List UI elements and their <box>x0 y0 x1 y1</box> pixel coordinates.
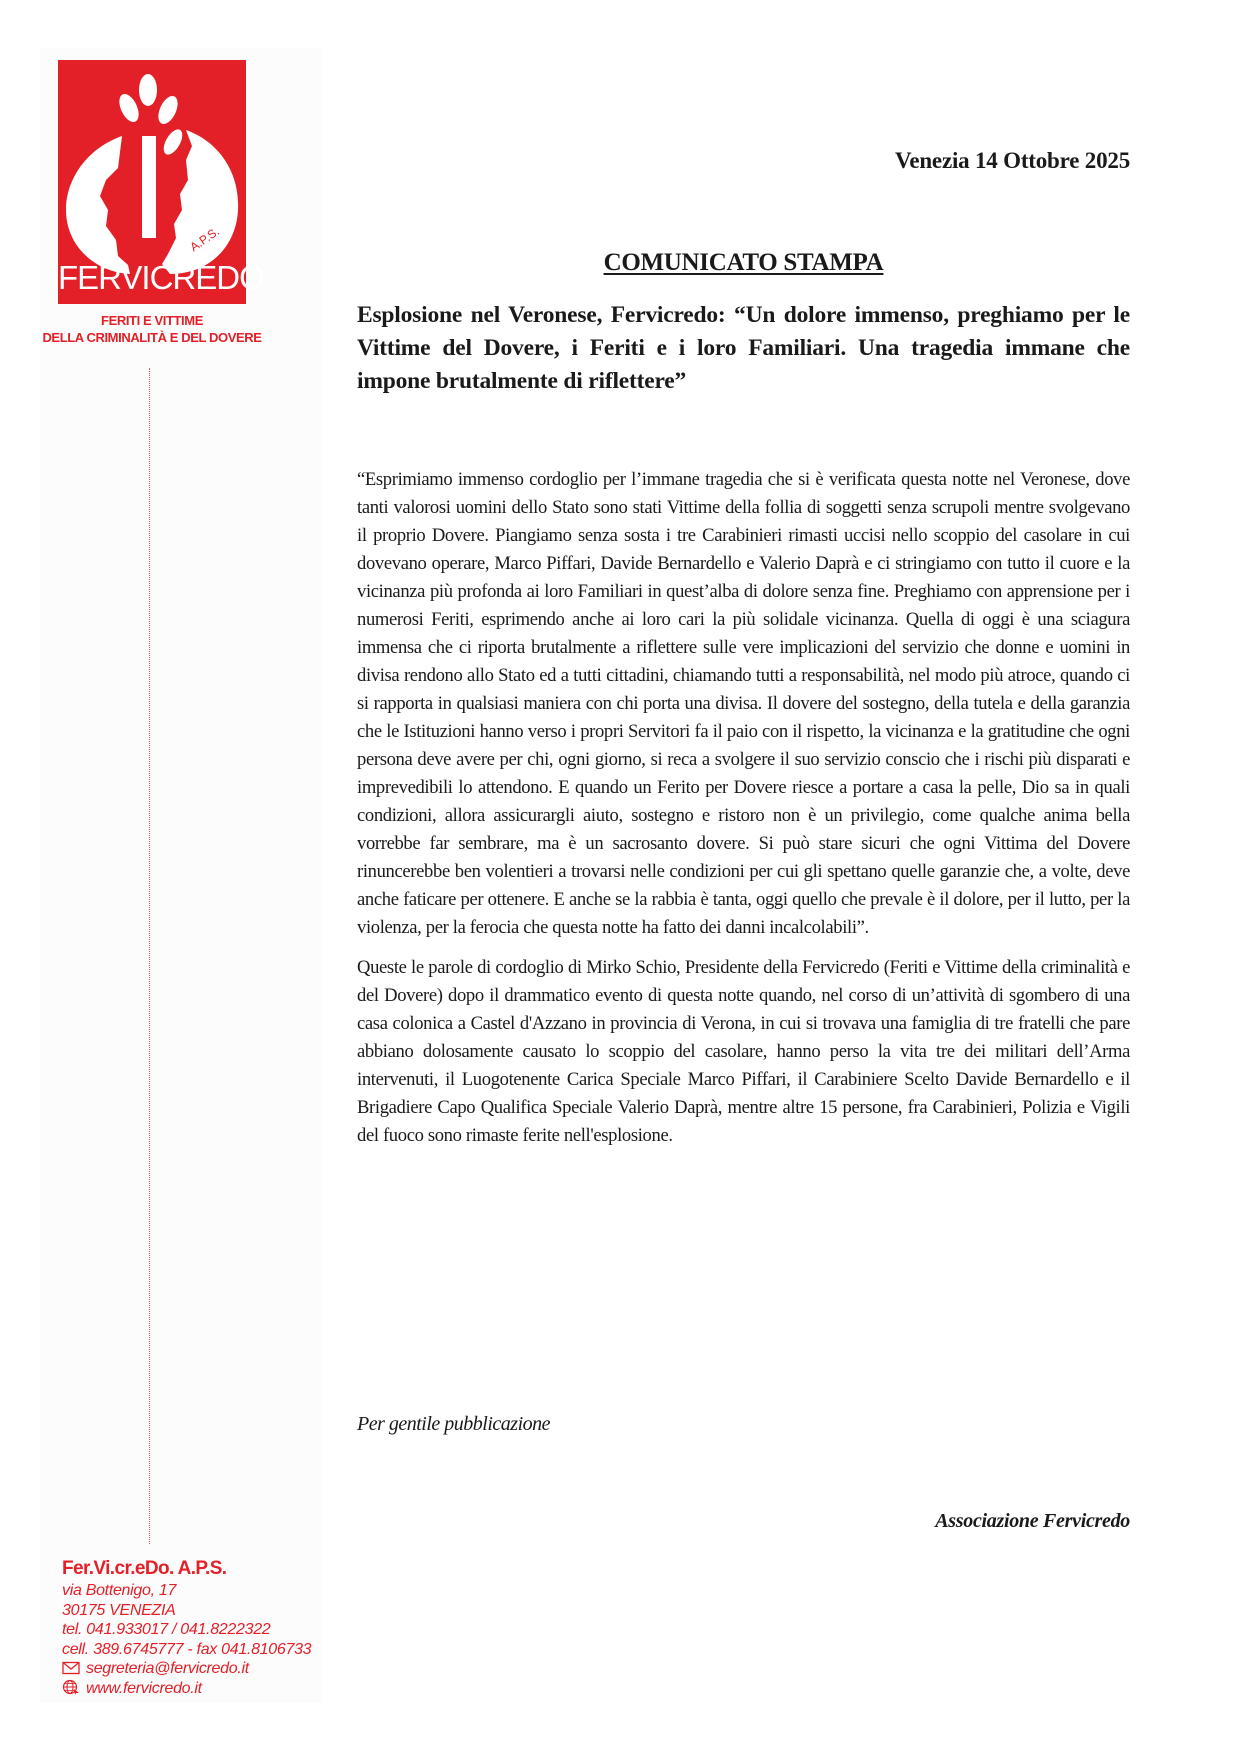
footer-phone: tel. 041.933017 / 041.8222322 <box>62 1621 271 1638</box>
signature: Associazione Fervicredo <box>935 1510 1130 1532</box>
dotted-divider <box>149 368 150 1544</box>
logo-wordmark: FERVICREDO <box>58 259 264 296</box>
logo-subtitle-line: FERITI E VITTIME <box>101 313 203 328</box>
footer-address-city: 30175 VENEZIA <box>62 1601 176 1619</box>
logo-subtitle-line: DELLA CRIMINALITÀ E DEL DOVERE <box>42 330 262 345</box>
envelope-icon <box>62 1661 80 1675</box>
document-type-title: COMUNICATO STAMPA <box>603 249 884 276</box>
closing-note: Per gentile pubblicazione <box>357 1413 551 1435</box>
press-release-headline: Esplosione nel Veronese, Fervicredo: “Un dolore immenso, preghiamo per le Vittime del Dovere, i Feriti e i loro Familiari. Una tragedia immane che impone brutalmente di riflettere” <box>357 302 1130 394</box>
aps-badge: A.P.S. <box>187 224 222 255</box>
logo-subtitle <box>40 312 264 346</box>
body-paragraph: “Esprimiamo immenso cordoglio per l’immane tragedia che si è verificata questa notte nel Veronese, dove tanti valorosi uomini dello Stato sono stati Vittime della follia di soggetti senza scrupoli mentre svolgevano il proprio Dovere. Piangiamo senza sosta i tre Carabinieri rimasti uccisi nello scoppio del casolare in cui dovevano operare, Marco Piffari, Davide Bernardello e Valerio Daprà e ci stringiamo con tutto il cuore e la vicinanza più profonda ai loro Familiari in quest’alba di dolore senza fine. Preghiamo con apprensione per i numerosi Feriti, esprimendo anche ai loro cari la più solidale vicinanza. Quella di oggi è una sciagura immensa che ci riporta brutalmente a riflettere sulle vere implicazioni del servizio che donne e uomini in divisa rendono allo Stato ed a tutti cittadini, chiamando tutti a responsabilità, nel modo più atroce, quando ci si rapporta in qualsiasi maniera con chi porta una divisa. Il dovere del sostegno, della tutela e della garanzia che le Istituzioni hanno verso i propri Servitori fa il paio con il rispetto, la vicinanza e la gratitudine che ogni persona deve avere per chi, ogni giorno, si reca a svolgere il suo servizio conscio che i rischi più disparati e imprevedibili lo attendono. E quando un Ferito per Dovere riesce a portare a casa la pelle, Dio sa in quali condizioni, allora assicurargli aiuto, sostegno e ristoro non è un privilegio, come qualche anima bella vorrebbe far sembrare, ma è un sacrosanto dovere. Si può stare sicuri che ogni Vittima del Dovere rinuncerebbe ben volentieri a trovarsi nelle condizioni per cui gli spettano quelle garanzie che, a volte, deve anche faticare per ottenere. E anche se la rabbia è tanta, oggi quello che prevale è il dolore, per il lutto, per la violenza, per la ferocia che questa notte ha fatto dei danni incalcolabili”. <box>357 469 1130 938</box>
contact-footer <box>62 1557 311 1698</box>
footer-address-street: via Bottenigo, 17 <box>62 1582 177 1599</box>
document-date: Venezia 14 Ottobre 2025 <box>895 148 1130 173</box>
footer-website-row <box>62 1679 311 1699</box>
footer-email-row <box>62 1659 311 1679</box>
fervicredo-logo <box>58 60 264 304</box>
footer-cell-fax: cell. 389.6745777 - fax 041.8106733 <box>62 1640 312 1658</box>
footer-website-link[interactable]: www.fervicredo.it <box>86 1679 202 1697</box>
body-paragraph: Queste le parole di cordoglio di Mirko Schio, Presidente della Fervicredo (Feriti e Vittime della criminalità e del Dovere) dopo il drammatico evento di questa notte quando, nel corso di un’attività di sgombero di una casa colonica a Castel d'Azzano in provincia di Verona, in cui si trovava una famiglia di tre fratelli che pare abbiano dolosamente causato lo scoppio del casolare, hanno perso la vita tre dei militari dell’Arma intervenuti, il Luogotenente Carica Speciale Marco Piffari, il Carabiniere Scelto Davide Bernardello e il Brigadiere Capo Qualifica Speciale Valerio Daprà, mentre altre 15 persone, fra Carabinieri, Polizia e Vigili del fuoco sono rimaste ferite nell'esplosione. <box>357 957 1130 1146</box>
press-release-body <box>357 466 1130 1162</box>
footer-email-link[interactable]: segreteria@fervicredo.it <box>86 1660 249 1677</box>
footer-org-name: Fer.Vi.cr.eDo. A.P.S. <box>62 1558 227 1579</box>
globe-icon <box>62 1679 80 1693</box>
